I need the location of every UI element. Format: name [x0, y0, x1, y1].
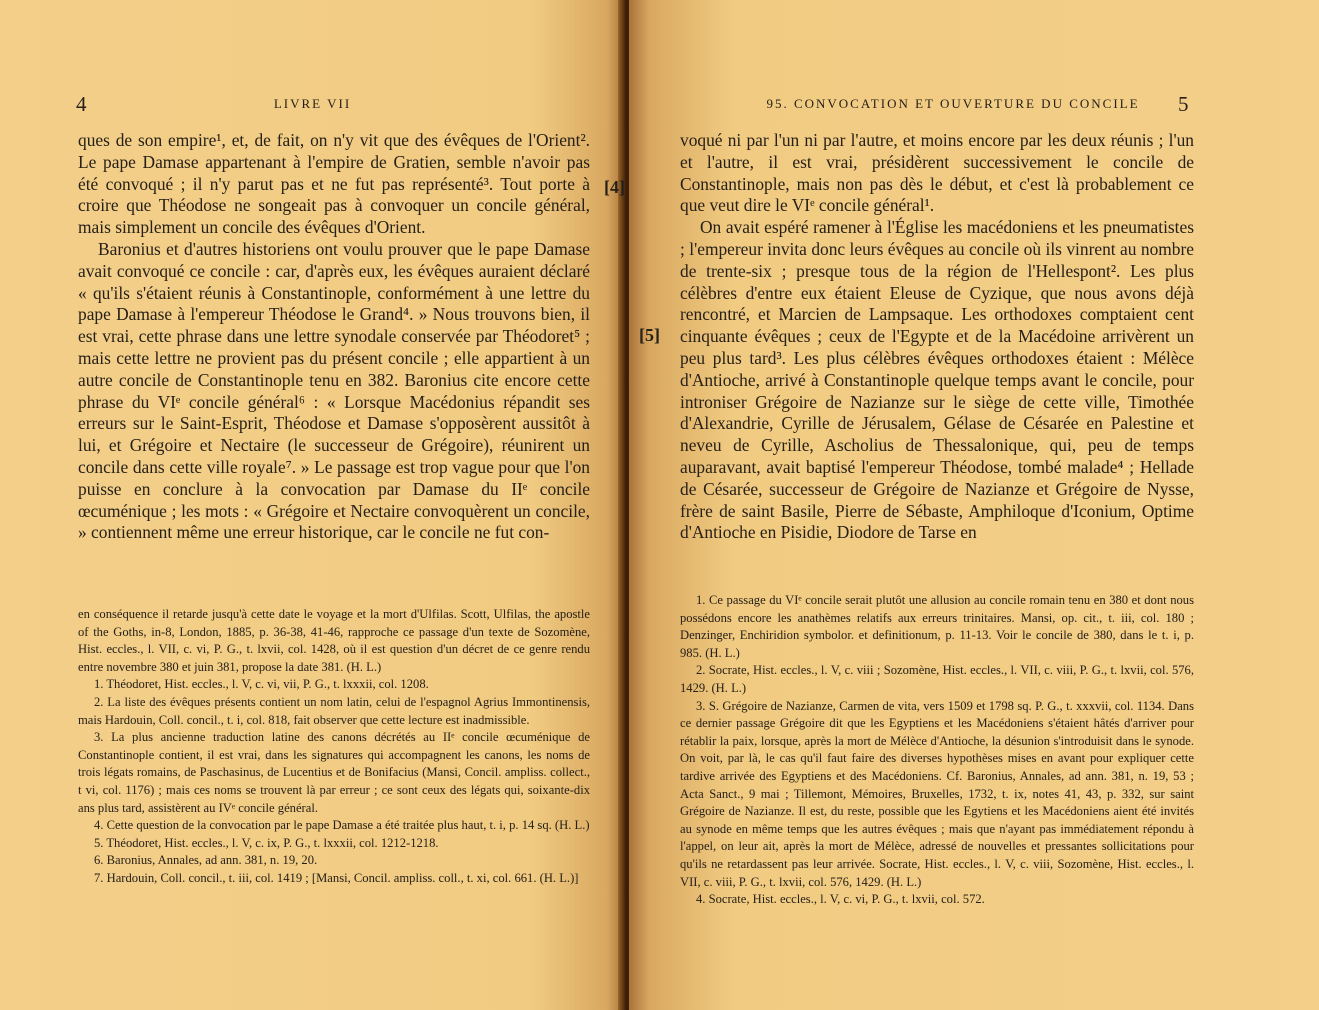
left-body-text	[78, 130, 590, 544]
left-footnote-7: 7. Hardouin, Coll. concil., t. iii, col. 1419 ; [Mansi, Concil. ampliss. coll., t. xi, col. 661. (H. L.)]	[94, 870, 579, 885]
right-footnotes	[680, 592, 1194, 909]
right-page	[604, 0, 1319, 1010]
right-footnote-1: 1. Ce passage du VIᵉ concile serait plutôt une allusion au concile romain tenu en 380 et dont nous possédons encore les anathèmes relatifs aux erreurs trinitaires. Mansi, op. cit., t. iii, col. 180 ; Denzinger, Enchiridion symbolor. et definitionum, p. 11-13. Voir le concile de 380, dans le t. i, p. 985. (H. L.)	[680, 593, 1194, 660]
right-running-header: 95. CONVOCATION ET OUVERTURE DU CONCILE	[766, 96, 1140, 111]
left-paragraph-1: ques de son empire¹, et, de fait, on n'y vit que des évêques de l'Orient². Le pape Damase appartenant à l'empire de Gratien, semble n'avoir pas été convoqué ; il n'y parut pas et ne fut pas représenté³. Tout porte à croire que Théodose ne songeait pas à convoquer un concile général, mais simplement un concile des évêques d'Orient.	[78, 130, 590, 238]
left-footnote-6: 6. Baronius, Annales, ad ann. 381, n. 19, 20.	[94, 853, 318, 868]
left-paragraph-2: Baronius et d'autres historiens ont voulu prouver que le pape Damase avait convoqué ce concile : car, d'après eux, les évêques auraient déclaré « qu'ils s'étaient réunis à Constantinople, conformément à une lettre du pape Damase à l'empereur Théodose le Grand⁴. » Nous trouvons bien, il est vrai, cette phrase dans une lettre synodale conservée par Théodoret⁵ ; mais cette lettre ne provient pas du présent concile ; elle appartient à un autre concile de Constantinople tenu en 382. Baronius cite encore cette phrase du VIᵉ concile général⁶ : « Lorsque Macédonius répandit ses erreurs sur le Saint-Esprit, Théodose et Damase s'opposèrent aussitôt à lui, et Grégoire et Nectaire (le successeur de Grégoire), réunirent un concile dans cette ville royale⁷. » Le passage est trop vague pour que l'on puisse en conclure à la convocation par Damase du IIᵉ concile œcuménique ; les mots : « Grégoire et Nectaire convoquèrent un concile, » contiennent même une erreur historique, car le concile ne fut con-	[78, 238, 590, 543]
left-footnote-3: 3. La plus ancienne traduction latine des canons décrétés au IIᵉ concile œcuménique de Constantinople contient, il est vrai, dans les signatures qui accompagnent les canons, les noms de trois légats romains, de Paschasinus, de Lucentius et de Bonifacius (Mansi, Concil. ampliss. collect., t vi, col. 1176) ; mais ces noms se trouvent là par erreur ; ce sont ceux des légats qui, soixante-dix ans plus tard, assistèrent au IVᵉ concile général.	[78, 730, 590, 815]
right-footnote-2: 2. Socrate, Hist. eccles., l. V, c. viii ; Sozomène, Hist. eccles., l. VII, c. viii, P. G., t. lxvii, col. 576, 1429. (H. L.)	[680, 663, 1194, 695]
left-footnote-1: 1. Théodoret, Hist. eccles., l. V, c. vi, vii, P. G., t. lxxxii, col. 1208.	[94, 677, 429, 692]
margin-marker-5: [5]	[639, 325, 660, 345]
right-paragraph-1: voqué ni par l'un ni par l'autre, et moins encore par les deux réunis ; l'un et l'autre, il est vrai, présidèrent successivement le concile de Constantinople, mais non pas dès le début, et c'est là probablement ce que veut dire le VIᵉ concile général¹.	[680, 130, 1194, 216]
right-paragraph-2: On avait espéré ramener à l'Église les macédoniens et les pneumatistes ; l'empereur invita donc leurs évêques au concile où ils vinrent au nombre de trente-six ; presque tous de la région de l'Hellespont². Les plus célèbres d'entre eux étaient Eleuse de Cyzique, que nous avons déjà rencontré, et Marcien de Lampsaque. Les orthodoxes comptaient cent cinquante évêques ; ceux de l'Egypte et de la Macédoine arrivèrent un peu plus tard³. Les plus célèbres évêques orthodoxes étaient : Mélèce d'Antioche, arrivé à Constantinople quelque temps avant le concile, pour introniser Grégoire de Nazianze sur le siège de cette ville, Timothée d'Alexandrie, Cyrille de Jérusalem, Gélase de Césarée en Palestine et neveu de Cyrille, Ascholius de Thessalonique, qui, peu de temps auparavant, avait baptisé l'empereur Théodose, tombé malade⁴ ; Hellade de Césarée, successeur de Grégoire de Nazianze et Grégoire de Nysse, frère de saint Basile, Pierre de Sébaste, Amphiloque d'Iconium, Optime d'Antioche en Pisidie, Diodore de Tarse en	[680, 217, 1194, 543]
left-page-number: 4	[76, 92, 87, 116]
right-page-number: 5	[1178, 92, 1189, 116]
left-footnote-4: 4. Cette question de la convocation par le pape Damase a été traitée plus haut, t. i, p. 14 sq. (H. L.)	[94, 818, 590, 833]
right-body-text	[680, 130, 1194, 544]
left-footnote-continued: en conséquence il retarde jusqu'à cette date le voyage et la mort d'Ulfilas. Scott, Ulfilas, the apostle of the Goths, in-8, London, 1885, p. 36-38, 41-46, rapproche ce passage d'un texte de Sozomène, Hist. eccles., l. VII, c. vi, P. G., t. lxvii, col. 1428, où il est question d'un décret de ce genre rendu entre novembre 380 et juin 381, propose la date 381. (H. L.)	[78, 607, 590, 674]
left-footnote-5: 5. Théodoret, Hist. eccles., l. V, c. ix, P. G., t. lxxxii, col. 1212-1218.	[94, 835, 439, 850]
right-footnote-3: 3. S. Grégoire de Nazianze, Carmen de vita, vers 1509 et 1798 sq. P. G., t. xxxvii, col. 1134. Dans ce dernier passage Grégoire dit que les Egyptiens et les Macédoniens s'étaient hâtés d'arriver pour rétablir la paix, lorsque, après la mort de Mélèce d'Antioche, la désunion s'introduisit dans le synode. On voit, par là, le cas qu'il faut faire des diverses hypothèses mises en avant pour expliquer cette tardive arrivée des Egyptiens et des Macédoniens. Cf. Baronius, Annales, ad ann. 381, n. 19, 53 ; Acta Sanct., 9 mai ; Tillemont, Mémoires, Bruxelles, 1732, t. ix, notes 41, 43, p. 332, sur saint Grégoire de Nazianze. Il est, du reste, possible que les Egytiens et les Macédoniens aient été invités au synode en même temps que les autres évêques ; mais que n'ayant pas immédiatement répondu à l'appel, on leur ait, après la mort de Mélèce, adressé de nouvelles et pressantes sollicitations pour qu'ils ne retardassent pas leur arrivée. Socrate, Hist. eccles., l. V, c. viii, Sozomène, Hist. eccles., l. VII, c. viii, P. G., t. lxvii, col. 576, 1429. (H. L.)	[680, 698, 1194, 889]
left-footnotes	[78, 606, 590, 888]
left-footnote-2: 2. La liste des évêques présents contient un nom latin, celui de l'espagnol Agrius Immontinensis, mais Hardouin, Coll. concil., t. i, col. 818, fait observer que cette lecture est inadmissible.	[78, 694, 590, 727]
left-running-header: LIVRE VII	[273, 96, 352, 111]
margin-marker-4: [4]	[604, 177, 625, 197]
left-page	[0, 0, 625, 1010]
right-footnote-4: 4. Socrate, Hist. eccles., l. V, c. vi, P. G., t. lxvii, col. 572.	[696, 892, 985, 907]
